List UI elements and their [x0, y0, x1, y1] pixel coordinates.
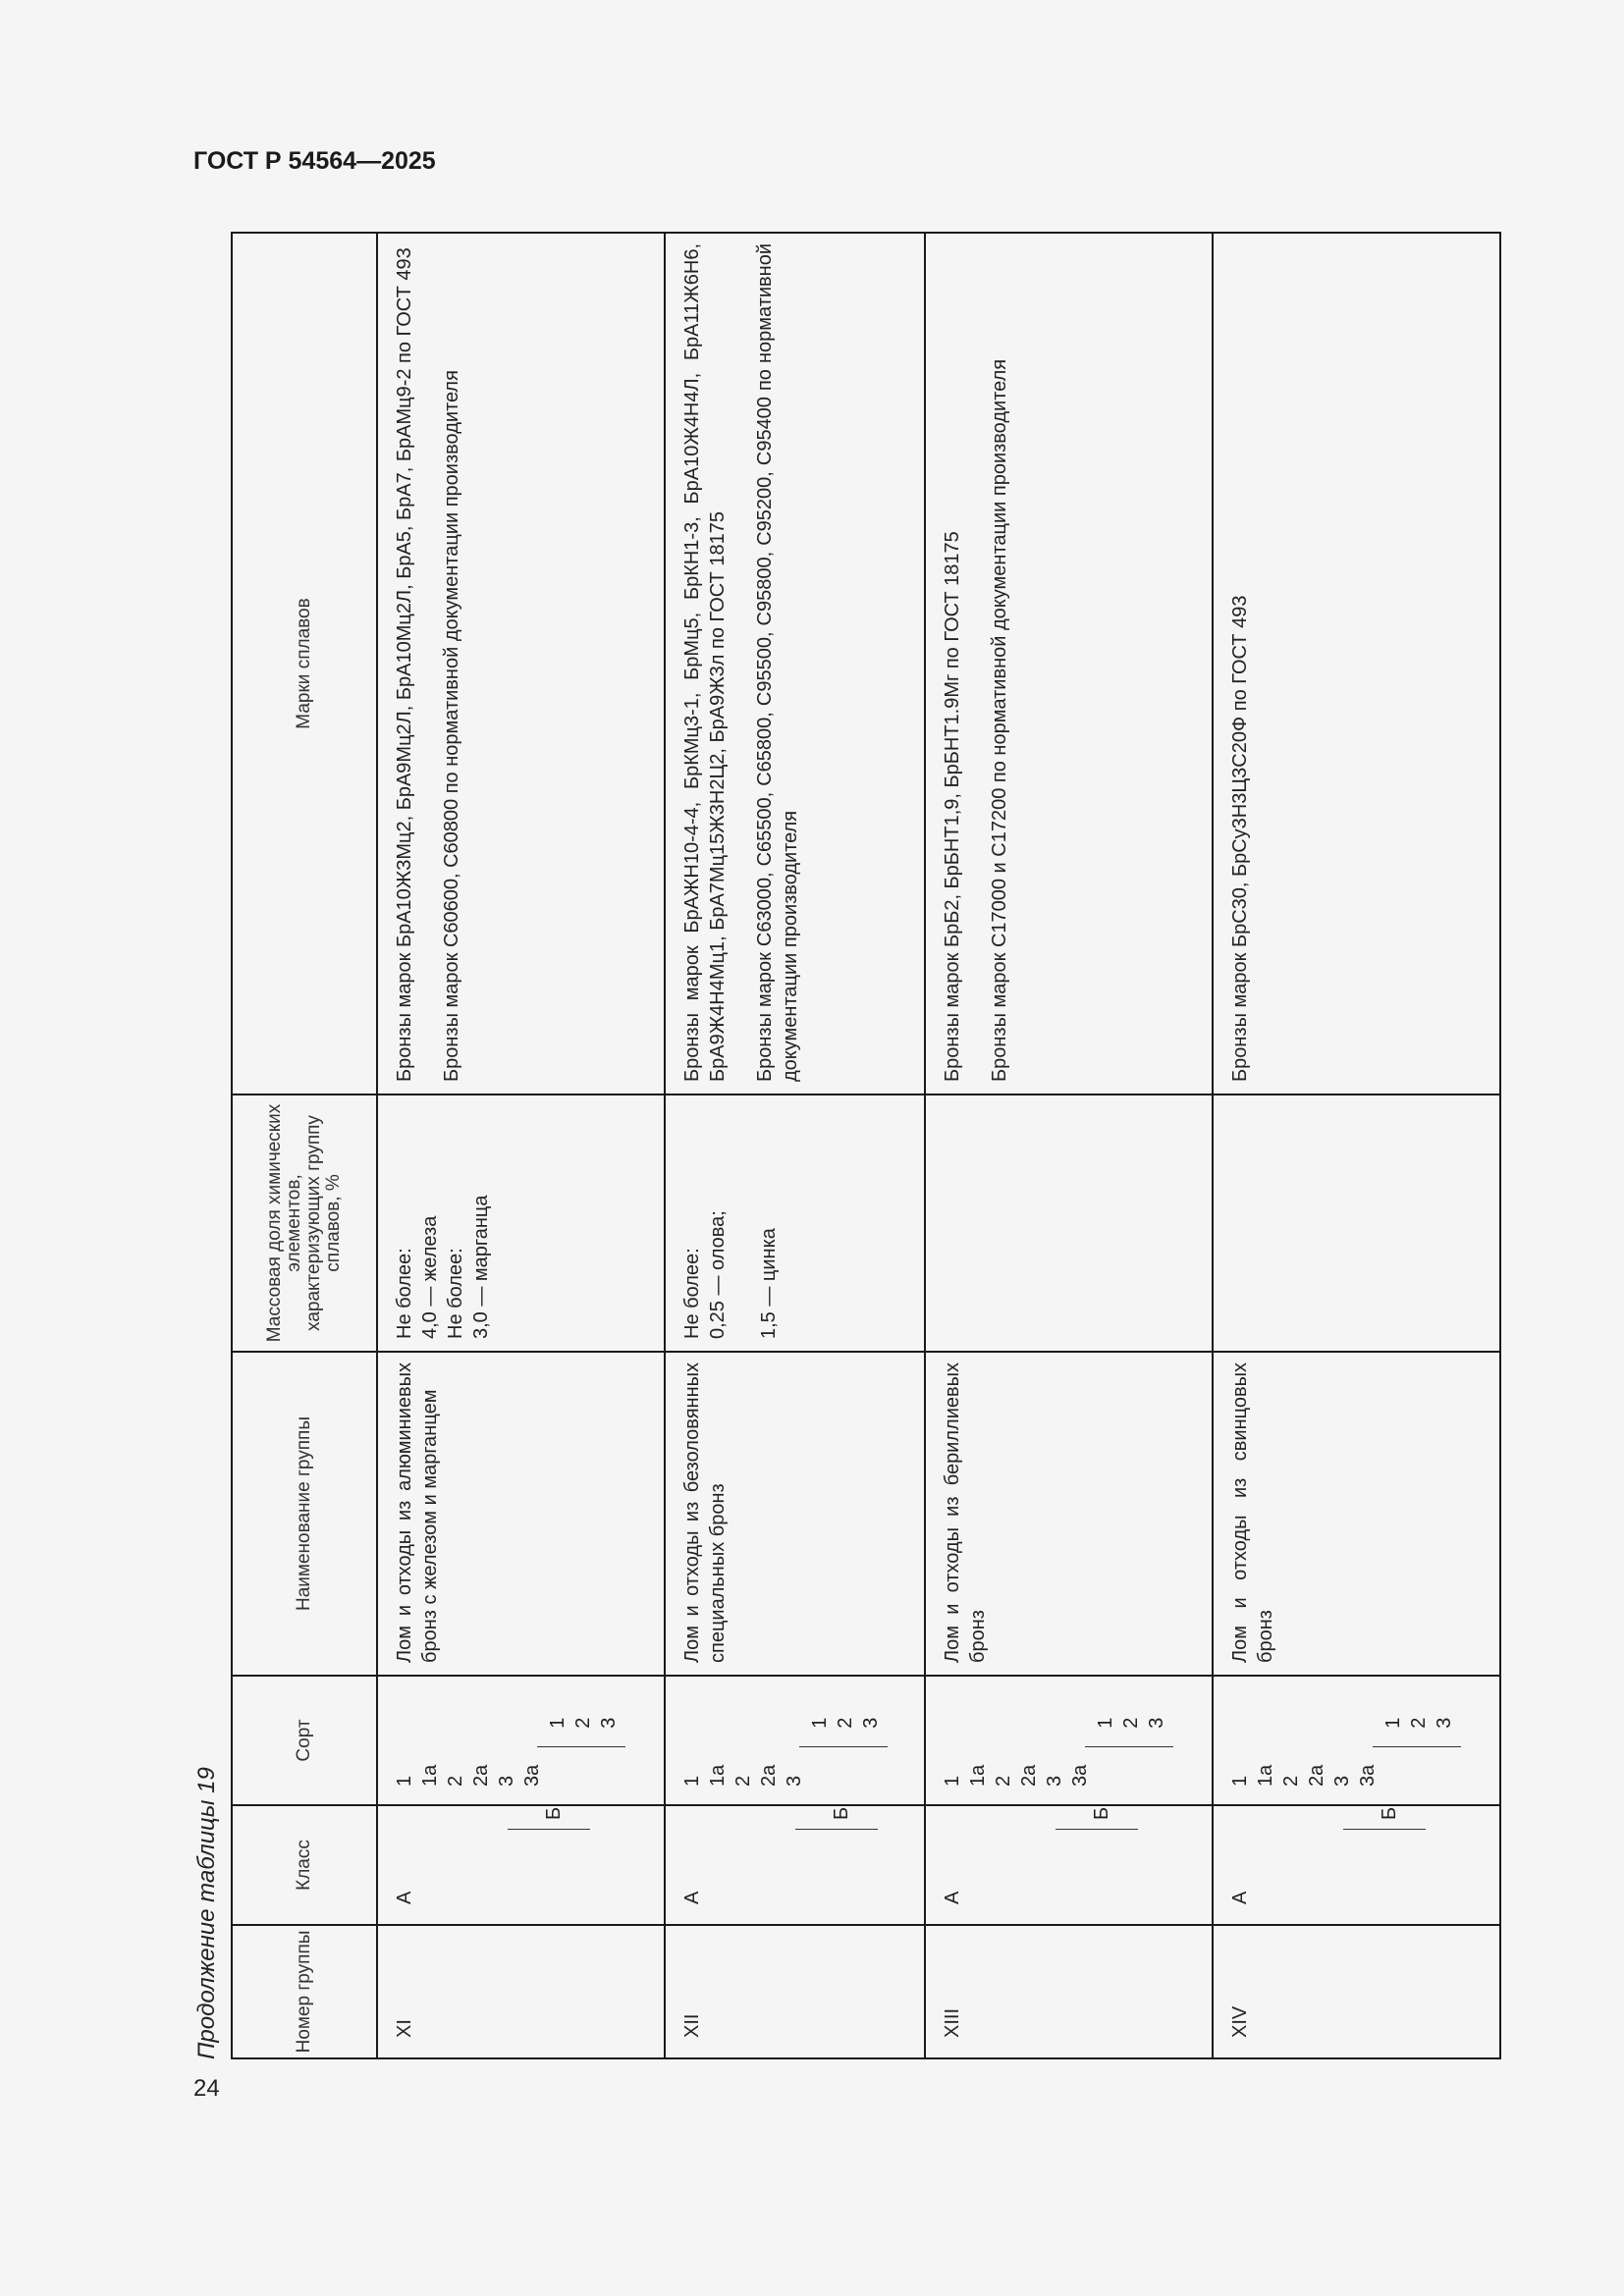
- alloy-grades-cell: [925, 233, 1213, 1095]
- sort-item: 1: [809, 1717, 832, 1729]
- alloy-grades-paragraph: Бронзы марок БрАЖН10-4-4, БрКМц3-1, БрМц5, БрКН1-3, БрА10Ж4Н4Л, БрА11Ж6Н6, БрА9Ж4Н4Мц1, БрА7Мц15Ж3Н2Ц2, БрА9Ж3л по ГОСТ 18175: [681, 243, 730, 1082]
- sort-item: 1а: [419, 1764, 441, 1787]
- group-name: Лом и отходы из свинцовых бронз: [1228, 1362, 1276, 1663]
- sort-list-b: [545, 1718, 625, 1729]
- sort-item: 3а: [1068, 1764, 1091, 1787]
- group-number-cell: [1213, 1925, 1500, 2058]
- table-row: [665, 233, 925, 2058]
- class-divider: [795, 1829, 878, 1830]
- class-b-label: Б: [831, 1806, 853, 1820]
- group-number-cell: [377, 1925, 665, 2058]
- class-divider: [1343, 1829, 1426, 1830]
- sort-item: 3: [598, 1717, 620, 1729]
- alloy-grades-paragraph: Бронзы марок С60600, С60800 по нормативной документации производителя: [441, 370, 462, 1082]
- rotated-table-wrapper: [193, 234, 1501, 2059]
- sort-item: 3: [784, 1775, 806, 1787]
- group-name: Лом и отходы из бериллиевых бронз: [941, 1362, 989, 1663]
- sort-item: 1: [681, 1775, 704, 1787]
- sort-divider: [1373, 1746, 1461, 1747]
- mass-fraction-cell: [377, 1095, 665, 1352]
- mass-fraction-cell: [665, 1095, 925, 1352]
- group-number: XIII: [941, 2007, 963, 2038]
- alloy-groups-table: [231, 232, 1501, 2059]
- sort-item: 2а: [470, 1764, 492, 1787]
- group-number: XIV: [1228, 2005, 1251, 2038]
- sort-item: 1а: [1254, 1764, 1276, 1787]
- mass-fraction-line: 0,25 — олова;: [707, 1210, 730, 1339]
- sort-cell: [925, 1676, 1213, 1805]
- sort-item: 2: [835, 1717, 857, 1729]
- group-number: XI: [394, 2019, 415, 2038]
- sort-list-b: [1093, 1718, 1173, 1729]
- mass-fraction-cell: [1213, 1095, 1500, 1352]
- group-number-cell: [665, 1925, 925, 2058]
- sort-item: 2: [1279, 1775, 1302, 1787]
- col-header-class: Класс: [232, 1805, 377, 1925]
- document-header: ГОСТ Р 54564—2025: [193, 147, 436, 175]
- sort-list-a: [940, 1765, 1173, 1787]
- sort-item: 1: [1381, 1717, 1404, 1729]
- class-divider: [1056, 1829, 1138, 1830]
- sort-item: 2: [445, 1775, 466, 1787]
- sort-list-a: [679, 1765, 888, 1787]
- class-cell: [377, 1805, 665, 1925]
- sort-cell: [1213, 1676, 1500, 1805]
- table-row: [925, 233, 1213, 2058]
- alloy-grades-paragraph: Бронзы марок С17000 и С17200 по нормативной документации производителя: [988, 358, 1010, 1082]
- sort-cell: [665, 1676, 925, 1805]
- sort-divider: [799, 1746, 888, 1747]
- sort-item: 1: [1228, 1775, 1251, 1787]
- sort-item: 2а: [1305, 1764, 1327, 1787]
- sort-item: 3: [1043, 1775, 1065, 1787]
- alloy-grades-cell: [377, 233, 665, 1095]
- table-row: [377, 233, 665, 2058]
- sort-item: 1а: [707, 1764, 730, 1787]
- sort-list-a: [392, 1765, 625, 1787]
- class-a-label: А: [681, 1891, 704, 1904]
- alloy-grades-paragraph: Бронзы марок БрС30, БрСу3Н3Ц3С20Ф по ГОСТ 493: [1228, 595, 1251, 1082]
- group-name-cell: [665, 1352, 925, 1676]
- sort-item: 1а: [966, 1764, 989, 1787]
- group-name-cell: [1213, 1352, 1500, 1676]
- sort-item: 2а: [1017, 1764, 1040, 1787]
- table-caption: Продолжение таблицы 19: [193, 1767, 220, 2059]
- page-number: 24: [193, 2075, 220, 2102]
- group-name-cell: [925, 1352, 1213, 1676]
- col-header-group-number: Номер группы: [232, 1925, 377, 2058]
- class-cell: [925, 1805, 1213, 1925]
- mass-fraction-cell: [925, 1095, 1213, 1352]
- class-divider: [508, 1829, 590, 1830]
- group-name: Лом и отходы из алюминиевых бронз с железом и марганцем: [394, 1362, 441, 1663]
- sort-item: 2: [732, 1775, 755, 1787]
- sort-item: 3: [1433, 1717, 1455, 1729]
- class-b-label: Б: [543, 1806, 565, 1820]
- col-header-sort: Сорт: [232, 1676, 377, 1805]
- class-a-label: А: [1228, 1891, 1251, 1904]
- mass-fraction-line: Не более:: [681, 1248, 704, 1339]
- alloy-grades-cell: [1213, 233, 1500, 1095]
- sort-item: 3: [1145, 1717, 1167, 1729]
- mass-fraction-line: 4,0 — железа: [419, 1215, 441, 1339]
- sort-item: 3: [496, 1775, 517, 1787]
- group-name: Лом и отходы из безоловянных специальных бронз: [681, 1362, 730, 1663]
- class-cell: [1213, 1805, 1500, 1925]
- col-header-alloy-grades: Марки сплавов: [232, 233, 377, 1095]
- alloy-grades-paragraph: Бронзы марок С63000, С65500, С65800, С95500, С95800, С95200, С95400 по нормативной документации производителя: [754, 243, 802, 1082]
- sort-list-b: [1380, 1718, 1461, 1729]
- group-number-cell: [925, 1925, 1213, 2058]
- sort-list-b: [807, 1718, 888, 1729]
- sort-item: 1: [941, 1775, 963, 1787]
- mass-fraction-line: 1,5 — цинка: [758, 1228, 781, 1339]
- group-number: XII: [681, 2013, 704, 2038]
- sort-item: 1: [547, 1717, 568, 1729]
- table-header-row: [232, 233, 377, 2058]
- sort-item: 2: [1407, 1717, 1430, 1729]
- class-cell: [665, 1805, 925, 1925]
- sort-item: 3: [1330, 1775, 1353, 1787]
- sort-item: 2: [1119, 1717, 1142, 1729]
- sort-item: 3а: [1356, 1764, 1379, 1787]
- sort-item: 3а: [521, 1764, 543, 1787]
- col-header-mass-fraction: Массовая доля химических элементов, характеризующих группу сплавов, %: [232, 1095, 377, 1352]
- alloy-grades-cell: [665, 233, 925, 1095]
- class-b-label: Б: [1378, 1806, 1400, 1820]
- mass-fraction-line: 3,0 — марганца: [470, 1195, 492, 1339]
- mass-fraction-line: Не более:: [445, 1248, 466, 1339]
- col-header-group-name: Наименование группы: [232, 1352, 377, 1676]
- sort-divider: [1085, 1746, 1173, 1747]
- group-name-cell: [377, 1352, 665, 1676]
- table-row: [1213, 233, 1500, 2058]
- sort-item: 2а: [758, 1764, 781, 1787]
- mass-fraction-line: Не более:: [394, 1248, 415, 1339]
- class-a-label: А: [941, 1891, 963, 1904]
- sort-divider: [537, 1746, 625, 1747]
- alloy-grades-paragraph: Бронзы марок БрА10Ж3Мц2, БрА9Мц2Л, БрА10Мц2Л, БрА5, БрА7, БрАМц9-2 по ГОСТ 493: [394, 247, 415, 1082]
- class-a-label: А: [394, 1891, 415, 1904]
- sort-item: 2: [572, 1717, 594, 1729]
- sort-item: 2: [992, 1775, 1014, 1787]
- sort-item: 1: [1094, 1717, 1116, 1729]
- sort-cell: [377, 1676, 665, 1805]
- sort-list-a: [1227, 1765, 1461, 1787]
- alloy-grades-paragraph: Бронзы марок БрБ2, БрБНТ1,9, БрБНТ1.9Мг по ГОСТ 18175: [941, 531, 963, 1082]
- sort-item: 1: [394, 1775, 415, 1787]
- sort-item: 3: [860, 1717, 883, 1729]
- class-b-label: Б: [1090, 1806, 1112, 1820]
